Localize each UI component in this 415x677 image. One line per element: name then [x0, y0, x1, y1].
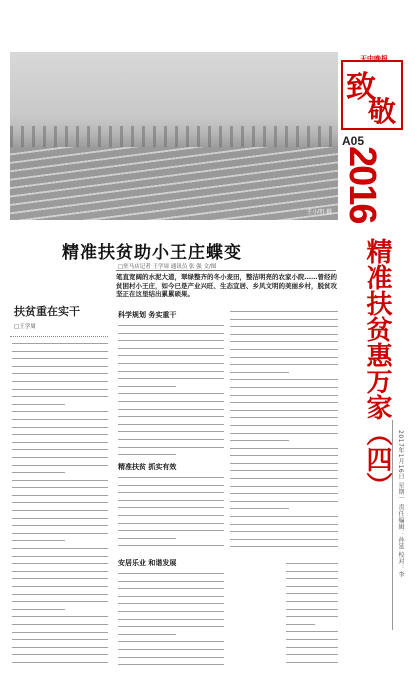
body-text-line [118, 444, 224, 452]
body-text-line [230, 331, 338, 339]
year-banner: 2016 [341, 146, 383, 223]
body-text-line [230, 505, 289, 513]
body-text-line [118, 375, 224, 383]
body-text-line [118, 368, 224, 376]
body-text-line [12, 591, 108, 599]
body-text-line [12, 644, 108, 652]
photo-road [10, 147, 338, 220]
body-text-line [12, 560, 108, 568]
body-text-line [286, 598, 338, 606]
body-text-line [230, 490, 338, 498]
body-text-line [286, 613, 338, 621]
body-text-line [286, 568, 338, 576]
body-text-line [230, 376, 338, 384]
body-text-line [12, 659, 108, 667]
body-text-line [286, 636, 338, 644]
middle-column-text-2 [118, 474, 224, 550]
body-text-line [12, 477, 108, 485]
body-text-line [12, 401, 65, 409]
body-text-line [286, 590, 338, 598]
body-text-line [286, 560, 338, 568]
date-line: 2017年1月16日 星期一 责任编辑：孙延 校对：李 [397, 430, 404, 578]
body-text-line [230, 392, 338, 400]
body-text-line [12, 484, 108, 492]
body-text-line [118, 631, 176, 639]
section-heading-planning: 科学规划 务实重干 [118, 311, 177, 319]
body-text-line [12, 651, 108, 659]
body-text-line [230, 422, 338, 430]
newspaper-name: 天中晚报 [360, 55, 388, 63]
body-text-line [12, 439, 108, 447]
body-text-line [286, 659, 338, 667]
article-headline: 精准扶贫助小王庄蝶变 [62, 243, 242, 263]
body-text-line [118, 608, 224, 616]
body-text-line [118, 482, 224, 490]
body-text-line [12, 469, 65, 477]
body-text-line [118, 345, 224, 353]
section-heading-harmony: 安居乐业 和谐发展 [118, 559, 177, 567]
body-text-line [12, 386, 108, 394]
article-byline: □驻马店记者 王学周 通讯员 张 强 文/图 [118, 264, 217, 270]
body-text-line [12, 613, 108, 621]
body-text-line [12, 492, 108, 500]
body-text-line [118, 623, 224, 631]
body-text-line [118, 489, 224, 497]
body-text-line [12, 446, 108, 454]
middle-column-text-3 [118, 570, 224, 669]
body-text-line [230, 354, 338, 362]
body-text-line [118, 512, 224, 520]
body-text-line [118, 585, 224, 593]
body-text-line [12, 515, 108, 523]
body-text-line [118, 330, 224, 338]
body-text-line [118, 654, 224, 662]
body-text-line [230, 475, 338, 483]
sidebar-divider [10, 336, 108, 337]
body-text-line [12, 378, 108, 386]
body-text-line [230, 399, 338, 407]
section-heading-precision: 精准扶贫 抓实有效 [118, 463, 177, 471]
photo-caption: 王小明 摄 [306, 209, 332, 216]
body-text-line [230, 338, 338, 346]
body-text-line [230, 445, 338, 453]
body-text-line [118, 474, 224, 482]
article-photo [10, 52, 338, 220]
body-text-line [118, 322, 224, 330]
body-text-line [230, 346, 338, 354]
body-text-line [12, 575, 108, 583]
sidebar-body-text [12, 340, 108, 667]
body-text-line [286, 628, 338, 636]
article-lead: 笔直宽阔的水泥大道，翠绿整齐的冬小麦田，整洁明亮的农家小院……曾经的贫困村小王庄，如今已是产业兴旺、生态宜居、乡风文明的美丽乡村，脱贫攻坚正在这里结出累累硕果。 [116, 273, 337, 299]
body-text-line [12, 636, 108, 644]
body-text-line [12, 522, 108, 530]
body-text-line [12, 370, 108, 378]
body-text-line [118, 542, 224, 550]
body-text-line [286, 621, 315, 629]
body-text-line [118, 497, 224, 505]
body-text-line [118, 383, 176, 391]
body-text-line [230, 521, 338, 529]
body-text-line [12, 553, 108, 561]
body-text-line [12, 416, 108, 424]
body-text-line [12, 462, 108, 470]
body-text-line [12, 629, 108, 637]
body-text-line [118, 360, 224, 368]
body-text-line [230, 316, 338, 324]
body-text-line [230, 308, 338, 316]
body-text-line [230, 483, 338, 491]
body-text-line [118, 593, 224, 601]
body-text-line [12, 348, 108, 356]
body-text-line [12, 530, 108, 538]
body-text-line [118, 398, 224, 406]
headline-divider [116, 270, 336, 271]
body-text-line [230, 430, 338, 438]
body-text-line [118, 600, 224, 608]
body-text-line [12, 545, 108, 553]
body-text-line [118, 527, 224, 535]
body-text-line [12, 568, 108, 576]
body-text-line [286, 583, 338, 591]
body-text-line [118, 436, 224, 444]
body-text-line [12, 499, 108, 507]
body-text-line [230, 536, 338, 544]
body-text-line [12, 621, 108, 629]
date-rule [392, 420, 393, 630]
body-text-line [230, 323, 338, 331]
body-text-line [12, 537, 65, 545]
body-text-line [118, 406, 224, 414]
body-text-line [230, 437, 289, 445]
body-text-line [286, 606, 338, 614]
body-text-line [12, 393, 108, 401]
body-text-line [230, 498, 338, 506]
body-text-line [118, 638, 224, 646]
body-text-line [12, 340, 108, 348]
column-title: 精准扶贫惠万家（四） [362, 238, 392, 498]
body-text-line [118, 646, 224, 654]
body-text-line [230, 361, 338, 369]
body-text-line [230, 414, 338, 422]
body-text-line [118, 570, 224, 578]
right-column-text-bottom [286, 560, 338, 666]
body-text-line [118, 337, 224, 345]
body-text-line [230, 543, 338, 551]
body-text-line [12, 424, 108, 432]
body-text-line [230, 460, 338, 468]
body-text-line [286, 644, 338, 652]
body-text-line [118, 428, 224, 436]
middle-column-text-1 [118, 322, 224, 459]
body-text-line [118, 413, 224, 421]
body-text-line [118, 520, 224, 528]
body-text-line [230, 384, 338, 392]
body-text-line [286, 575, 338, 583]
body-text-line [12, 363, 108, 371]
body-text-line [12, 408, 108, 416]
masthead-char-jing: 敬 [368, 95, 397, 128]
body-text-line [118, 661, 224, 669]
body-text-line [230, 513, 338, 521]
body-text-line [230, 369, 289, 377]
body-text-line [118, 451, 176, 459]
body-text-line [118, 352, 224, 360]
body-text-line [230, 467, 338, 475]
body-text-line [118, 578, 224, 586]
body-text-line [12, 454, 108, 462]
body-text-line [12, 355, 108, 363]
body-text-line [118, 535, 176, 543]
body-text-line [12, 606, 65, 614]
body-text-line [12, 431, 108, 439]
body-text-line [12, 507, 108, 515]
photo-tree-line [10, 126, 338, 148]
masthead-char-zhi: 致 [346, 70, 376, 105]
body-text-line [230, 452, 338, 460]
right-column-text [230, 308, 338, 551]
body-text-line [286, 651, 338, 659]
body-text-line [230, 407, 338, 415]
body-text-line [118, 616, 224, 624]
body-text-line [12, 583, 108, 591]
page-number: A05 [342, 134, 365, 148]
body-text-line [12, 598, 108, 606]
body-text-line [118, 421, 224, 429]
body-text-line [230, 528, 338, 536]
sidebar-title: 扶贫重在实干 [14, 305, 80, 318]
body-text-line [118, 390, 224, 398]
sidebar-author: □王学周 [14, 324, 36, 330]
body-text-line [118, 504, 224, 512]
